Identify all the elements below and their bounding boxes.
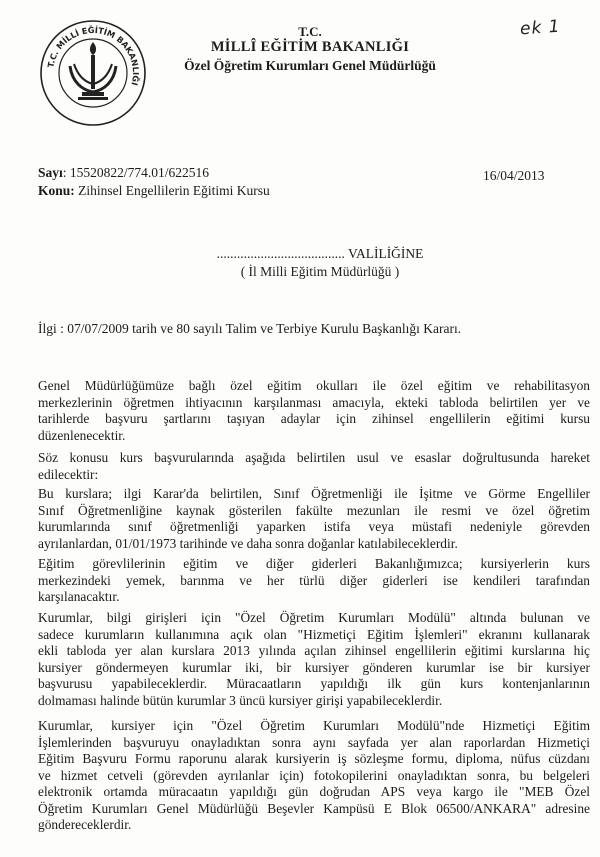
body-line: ve hizmet cetveli (görevden ayrılanlar için) fotokopilerini onayladıktan sonra, bu belgeleri bbox=[38, 767, 590, 783]
body-line: Eğitim görevlilerinin eğitim ve diğer giderleri Bakanlığımızca; kursiyerlerin kurs bbox=[38, 556, 590, 571]
body-line: tarihlerde başvuru şartlarını taşıyan adaylar için zihinsel engellilerin eğitimi kursu bbox=[38, 411, 590, 426]
body-line: kurumlarında sınıf öğretmenliği yaparken istifa veya müstafi nedeniyle görevden bbox=[38, 519, 590, 534]
body-line: dolmaması halinde bütün kurumlar 3 üncü kursiyer girişi yapabileceklerdir. bbox=[38, 692, 443, 708]
body-line: Sınıf Öğretmenliğine kaynak gösterilen fakülte mezunları ile resmi ve özel öğretim bbox=[38, 502, 590, 518]
body-line: Kurumlar, kursiyer için "Özel Öğretim Kurumları Modülü"nde Hizmetiçi Eğitim bbox=[38, 718, 590, 733]
konu-line bbox=[38, 183, 270, 199]
konu-value: Zihinsel Engellilerin Eğitimi Kursu bbox=[74, 183, 270, 198]
body-line: başvurusu yapabileceklerdir. Müracaatların yapıldığı ilk gün kurs kontenjanlarının bbox=[38, 676, 590, 691]
body-line: karşılanacaktır. bbox=[38, 589, 120, 604]
body-line: kursiyer göndermeyen kurumlar iki, bir kursiyer gönderen kurumlar ise bir kursiyer bbox=[38, 659, 590, 675]
addressee-line-1: ...................................... VALİLİĞİNE bbox=[216, 246, 424, 261]
body-line: Bu kurslara; ilgi Karar'da belirtilen, Sınıf Öğretmenliği ile İşitme ve Görme Engelliler bbox=[38, 486, 590, 501]
addressee-line-2: ( İl Milli Eğitim Müdürlüğü ) bbox=[240, 264, 400, 279]
ilgi-reference: İlgi : 07/07/2009 tarih ve 80 sayılı Talim ve Terbiye Kurulu Başkanlığı Kararı. bbox=[38, 321, 462, 336]
body-paragraph bbox=[38, 610, 590, 709]
body-paragraph bbox=[38, 450, 590, 483]
header-directorate: Özel Öğretim Kurumları Genel Müdürlüğü bbox=[184, 58, 436, 73]
konu-label: Konu: bbox=[38, 183, 75, 198]
body-line: Genel Müdürlüğümüze bağlı özel eğitim okulları ile özel eğitim ve rehabilitasyon bbox=[38, 378, 590, 393]
body-line: ayrılanlardan, 01/01/1973 tarihinde ve daha sonra doğanlar katılabileceklerdir. bbox=[38, 535, 458, 551]
ministry-logo bbox=[38, 18, 148, 128]
body-line: Eğitim Başvuru Formu raporunu alarak kursiyerin iş sözleşme formu, diploma, nüfus cüzdanı bbox=[38, 751, 590, 766]
body-line: elektronik ortamda müracaatın yapıldığı gün doğrudan APS veya kargo ile "MEB Özel bbox=[38, 784, 590, 799]
body-line: Kurumlar, bilgi girişleri için "Özel Öğretim Kurumları Modülü" altında bulunan ve bbox=[38, 610, 590, 625]
header-tc: T.C. bbox=[298, 24, 322, 39]
body-line: İşlemlerinden başvuruyu onayladıktan sonra aynı sayfada yer alan raporlardan Hizmetiçi bbox=[38, 734, 590, 750]
handwritten-note: ek 1 bbox=[519, 16, 562, 40]
body-line: merkezlerinin öğretmen ihtiyacının karşılanması amacıyla, ekteki tabloda belirtilen yer ve bbox=[38, 394, 590, 410]
body-line: ekli tabloda yer alan kurslara 2013 yılında açılan zihinsel engellilerin eğitimi kurslarına hiç bbox=[38, 643, 590, 658]
body-line: sadece kurumların kullanımına açık olan "Hizmetiçi Eğitim İşlemleri" ekranını kullanarak bbox=[38, 626, 590, 642]
body-paragraph bbox=[38, 486, 590, 552]
logo-ring-text: T.C. MİLLİ EĞİTİM BAKANLIĞI bbox=[45, 24, 142, 87]
sayi-label: Sayı bbox=[38, 165, 63, 180]
body-paragraph bbox=[38, 556, 590, 606]
sayi-value: : 15520822/774.01/622516 bbox=[62, 165, 210, 180]
body-line: Söz konusu kurs başvurularında aşağıda belirtilen usul ve esaslar doğrultusunda hareket bbox=[38, 450, 590, 465]
body-line: Öğretim Kurumları Genel Müdürlüğü Beşevler Kampüsü E Blok 06500/ANKARA" adresine bbox=[38, 800, 590, 816]
header-ministry: MİLLÎ EĞİTİM BAKANLIĞI bbox=[210, 39, 410, 55]
body-paragraph bbox=[38, 718, 590, 834]
sayi-line bbox=[38, 165, 209, 181]
body-line: düzenlenecektir. bbox=[38, 427, 126, 443]
body-paragraph bbox=[38, 378, 590, 444]
body-line: edilecektir: bbox=[38, 466, 99, 482]
body-line: göndereceklerdir. bbox=[38, 817, 132, 832]
document-date: 16/04/2013 bbox=[483, 168, 545, 183]
body-line: merkezindeki yemek, barınma ve her türlü diğer giderleri ise kendileri tarafından bbox=[38, 572, 590, 588]
